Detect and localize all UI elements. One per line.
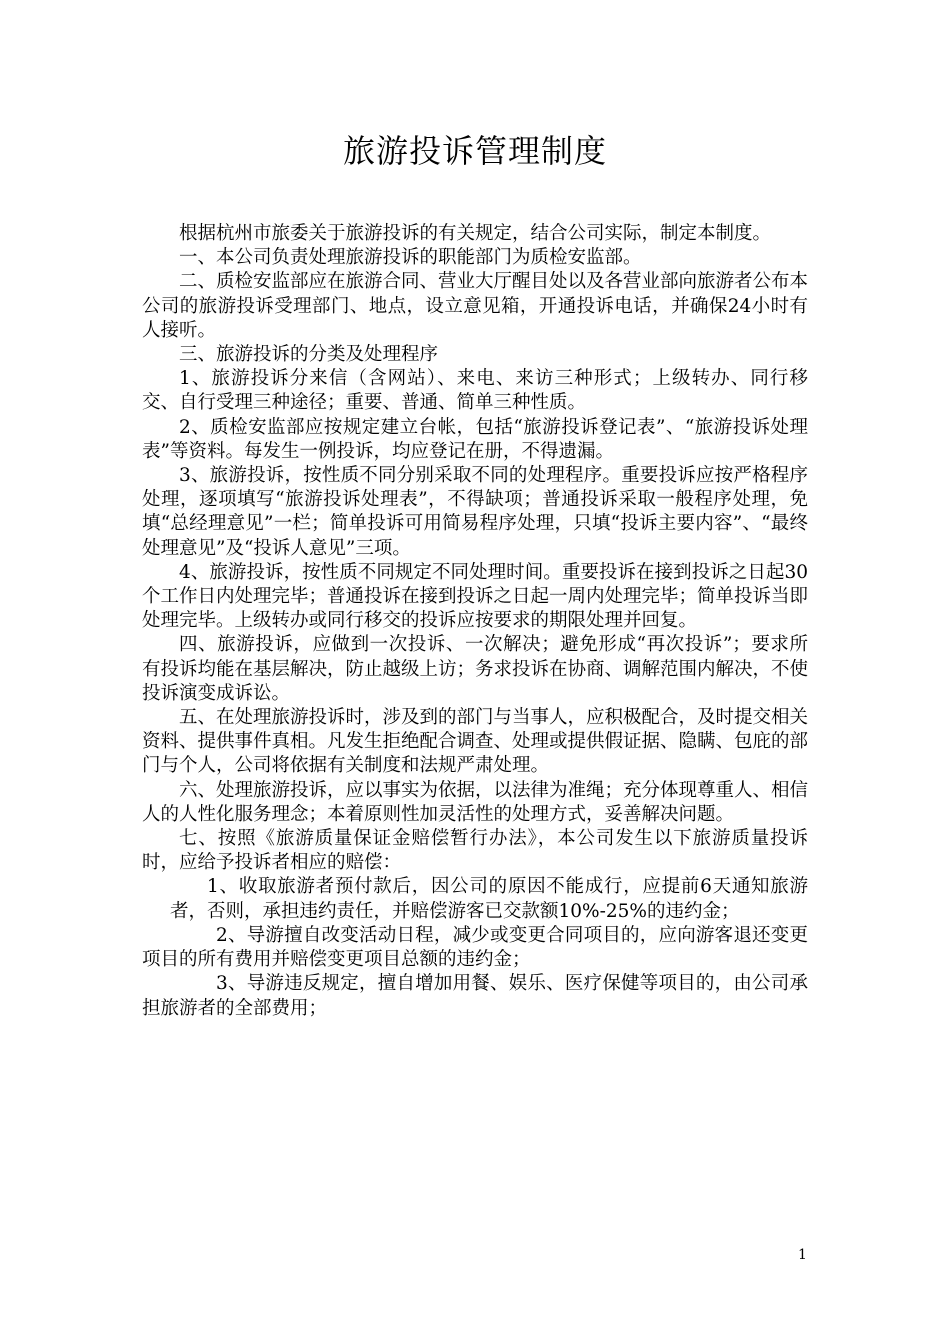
paragraph: 三、旅游投诉的分类及处理程序 — [179, 344, 439, 366]
paragraph: 3、旅游投诉，按性质不同分别采取不同的处理程序。重要投诉应按严格程序处理，逐项填写“旅游投诉处理表”，不得缺项；普通投诉采取一般程序处理，免填“总经理意见”一栏；简单投诉可用简易程序处理，只填“投诉主要内容”、“最终处理意见”及“投诉人意见”三项。 — [142, 465, 808, 559]
paragraph: 六、处理旅游投诉，应以事实为依据，以法律为准绳；充分体现尊重人、相信人的人性化服务理念；本着原则性加灵活性的处理方式，妥善解决问题。 — [142, 779, 809, 825]
paragraph: 二、质检安监部应在旅游合同、营业大厅醒目处以及各营业部向旅游者公布本公司的旅游投诉受理部门、地点，设立意见箱，开通投诉电话，并确保24小时有人接听。 — [142, 271, 809, 341]
paragraph: 1、旅游投诉分来信（含网站）、来电、来访三种形式；上级转办、同行移交、自行受理三种途径；重要、普通、简单三种性质。 — [142, 368, 808, 414]
compensation-item: 1、收取旅游者预付款后，因公司的原因不能成行，应提前6天通知旅游者，否则，承担违约责任，并赔偿游客已交款额10%-25%的违约金； — [170, 876, 808, 922]
paragraph: 一、本公司负责处理旅游投诉的职能部门为质检安监部。 — [179, 247, 642, 269]
paragraph: 4、旅游投诉，按性质不同规定不同处理时间。重要投诉在接到投诉之日起30个工作日内处理完毕；普通投诉在接到投诉之日起一周内处理完毕；简单投诉当即处理完毕。上级转办或同行移交的投诉应按要求的期限处理并回复。 — [142, 561, 809, 632]
compensation-item: 2、导游擅自改变活动日程，减少或变更合同项目的，应向游客退还变更项目的所有费用并赔偿变更项目总额的违约金； — [142, 924, 808, 971]
compensation-item: 3、导游违反规定，擅自增加用餐、娱乐、医疗保健等项目的，由公司承担旅游者的全部费用； — [142, 973, 808, 1019]
paragraph: 五、在处理旅游投诉时，涉及到的部门与当事人，应积极配合，及时提交相关资料、提供事件真相。凡发生拒绝配合调查、处理或提供假证据、隐瞒、包庇的部门与个人，公司将依据有关制度和法规严肃处理。 — [142, 707, 809, 777]
page-number: 1 — [798, 1247, 807, 1263]
paragraph: 2、质检安监部应按规定建立台帐，包括“旅游投诉登记表”、“旅游投诉处理表”等资料。每发生一例投诉，均应登记在册，不得遗漏。 — [142, 416, 808, 462]
document-body — [142, 222, 808, 1021]
paragraph: 根据杭州市旅委关于旅游投诉的有关规定，结合公司实际，制定本制度。 — [179, 223, 772, 244]
document-title: 旅游投诉管理制度 — [342, 132, 607, 170]
paragraph: 四、旅游投诉，应做到一次投诉、一次解决；避免形成“再次投诉”；要求所有投诉均能在基层解决，防止越级上访；务求投诉在协商、调解范围内解决，不使投诉演变成诉讼。 — [142, 634, 809, 704]
paragraph: 七、按照《旅游质量保证金赔偿暂行办法》，本公司发生以下旅游质量投诉时，应给予投诉者相应的赔偿： — [142, 828, 808, 874]
